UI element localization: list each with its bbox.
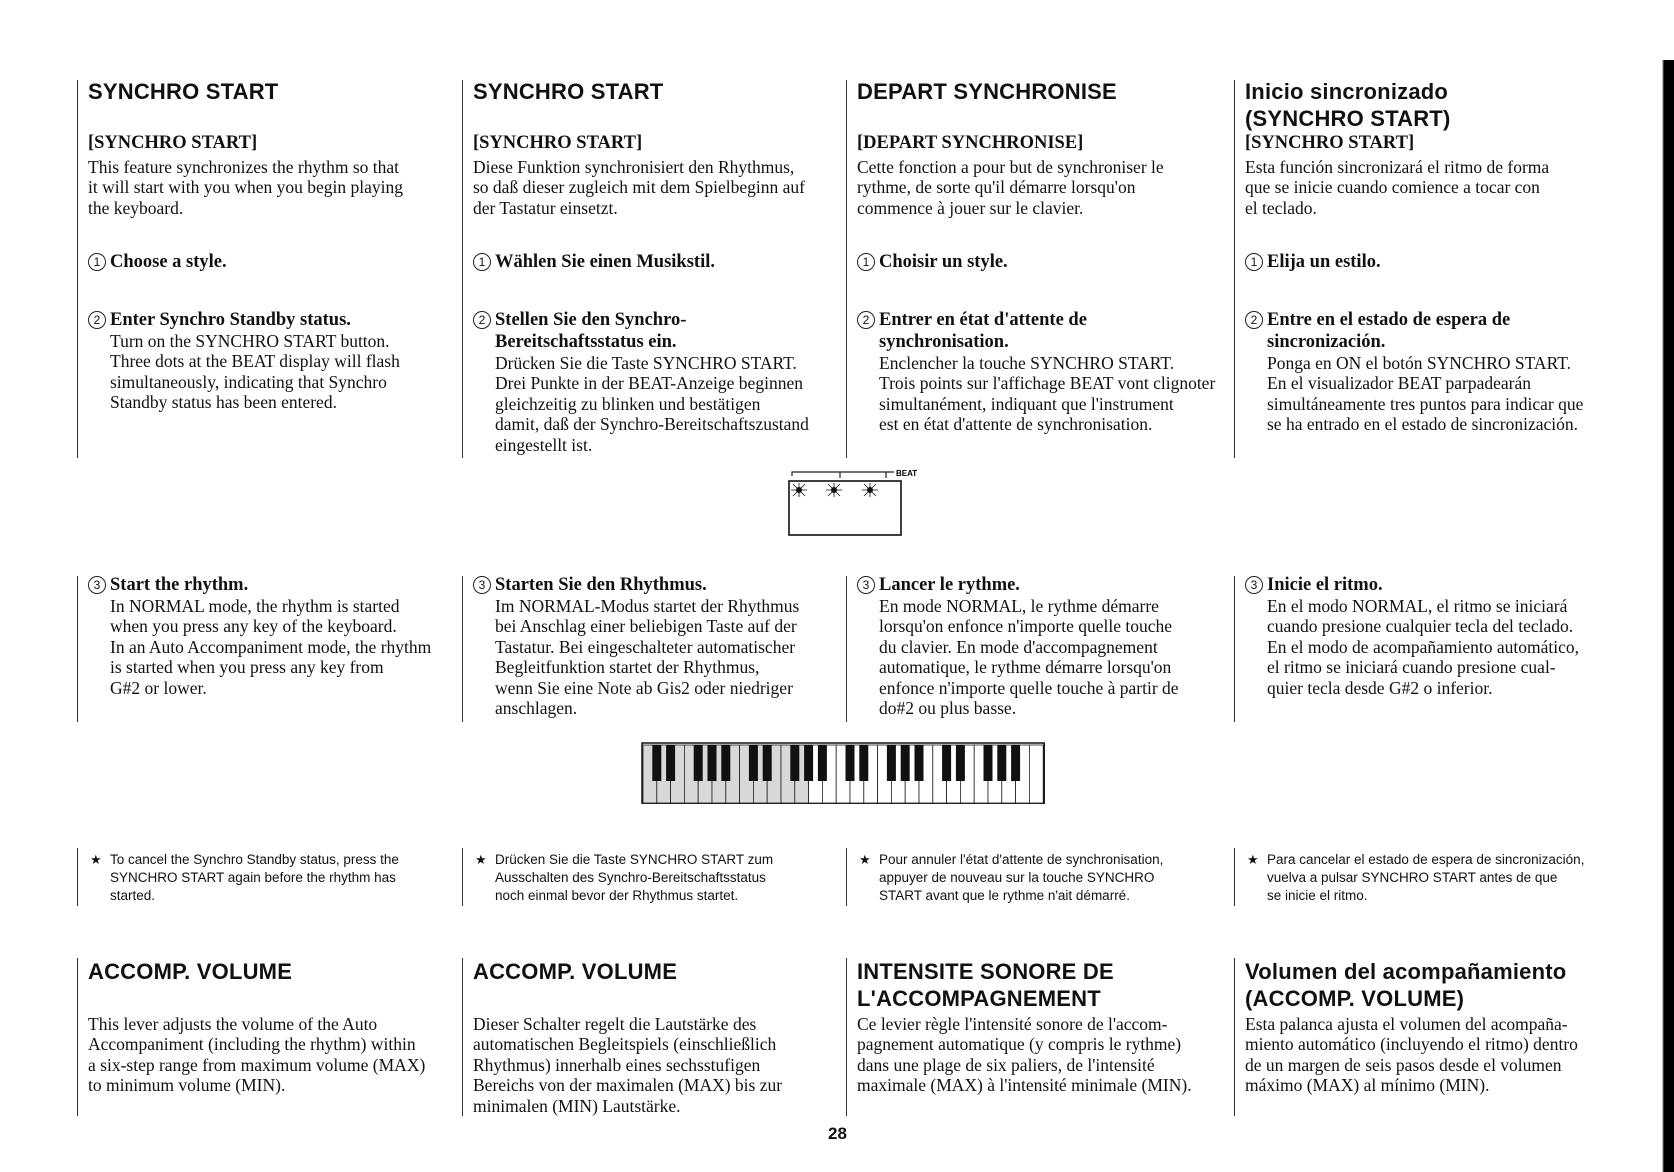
language-column bbox=[77, 0, 462, 1172]
black-key bbox=[901, 745, 910, 781]
step-title: Enter Synchro Standby status. bbox=[110, 310, 351, 330]
step-3 bbox=[1245, 574, 1625, 698]
step-body: Drücken Sie die Taste SYNCHRO START. Drei Punkte in der BEAT-Anzeige beginnen gleichzeitig zu blinken und bestätigen damit, daß der Synchro-Bereitschaftszustand eingestellt ist. bbox=[495, 353, 809, 455]
flashing-dot-icon bbox=[862, 483, 878, 497]
step-title: Inicie el ritmo. bbox=[1267, 575, 1383, 595]
black-key bbox=[749, 745, 758, 781]
language-column bbox=[1234, 0, 1619, 1172]
language-column bbox=[462, 0, 847, 1172]
black-key bbox=[721, 745, 730, 781]
step-body: Ponga en ON el botón SYNCHRO START. En el visualizador BEAT parpadearán simultáneamente tres puntos para indicar que se ha entrado en el estado de sincronización. bbox=[1267, 353, 1584, 435]
accomp-volume-title: Volumen del acompañamiento (ACCOMP. VOLUME) bbox=[1245, 959, 1567, 1011]
scan-edge-gap bbox=[1654, 0, 1674, 60]
column-rule bbox=[77, 848, 78, 906]
step-1 bbox=[1245, 251, 1625, 273]
step-body: En mode NORMAL, le rythme démarre lorsqu'on enfonce n'importe quelle touche du clavier. En mode d'accompagnement automatique, le rythme démarre lorsqu'on enfonce n'importe quelle touche à partir de do#2 ou plus basse. bbox=[879, 596, 1179, 719]
black-key bbox=[956, 745, 965, 781]
black-key bbox=[694, 745, 703, 781]
column-rule bbox=[846, 848, 847, 906]
circled-number-icon: 3 bbox=[857, 576, 875, 594]
step-1 bbox=[857, 251, 1237, 273]
footnote-text: To cancel the Synchro Standby status, press the SYNCHRO START again before the rhythm has started. bbox=[110, 852, 399, 903]
page-number: 28 bbox=[828, 1124, 847, 1143]
black-key bbox=[942, 745, 951, 781]
step-body: Turn on the SYNCHRO START button. Three dots at the BEAT display will flash simultaneously, indicating that Synchro Standby status has been entered. bbox=[110, 331, 400, 413]
column-rule bbox=[1234, 958, 1235, 1116]
column-rule bbox=[846, 80, 847, 458]
footnote-text: Drücken Sie die Taste SYNCHRO START zum Ausschalten des Synchro-Bereitschaftsstatus noch einmal bevor der Rhythmus startet. bbox=[495, 852, 774, 903]
footnote bbox=[1245, 851, 1625, 905]
step-3 bbox=[857, 574, 1237, 718]
section-title: SYNCHRO START bbox=[88, 79, 279, 104]
step-title: Lancer le rythme. bbox=[879, 575, 1020, 595]
column-rule bbox=[462, 80, 463, 458]
black-key bbox=[859, 745, 868, 781]
black-key bbox=[652, 745, 661, 781]
accomp-volume-title: INTENSITE SONORE DE L'ACCOMPAGNEMENT bbox=[857, 959, 1114, 1011]
black-key bbox=[1011, 745, 1020, 781]
section-subtitle: [SYNCHRO START] bbox=[88, 133, 258, 153]
scan-edge bbox=[1654, 0, 1674, 1172]
step-2 bbox=[1245, 309, 1625, 435]
section-title: Inicio sincronizado (SYNCHRO START) bbox=[1245, 79, 1451, 131]
intro-text: Esta función sincronizará el ritmo de forma que se inicie cuando comience a tocar con el teclado. bbox=[1245, 157, 1550, 218]
black-key bbox=[846, 745, 855, 781]
step-body: Im NORMAL-Modus startet der Rhythmus bei Anschlag einer beliebigen Taste auf der Tastatur. Bei eingeschalteter automatischer Begleitfunktion startet der Rhythmus, wenn Sie eine Note ab Gis2 oder niedriger anschlagen. bbox=[495, 596, 800, 719]
step-body: Enclencher la touche SYNCHRO START. Trois points sur l'affichage BEAT vont clignoter simultanément, indiquant que l'instrument est en état d'attente de synchronisation. bbox=[879, 353, 1216, 435]
white-key bbox=[1029, 745, 1043, 803]
column-rule bbox=[846, 576, 847, 722]
circled-number-icon: 1 bbox=[1245, 253, 1263, 271]
star-icon: ★ bbox=[475, 852, 487, 867]
step-3 bbox=[88, 574, 468, 698]
column-rule bbox=[1234, 80, 1235, 458]
step-1 bbox=[473, 251, 853, 273]
circled-number-icon: 2 bbox=[857, 311, 875, 329]
black-key bbox=[790, 745, 799, 781]
step-body: In NORMAL mode, the rhythm is started when you press any key of the keyboard. In an Auto Accompaniment mode, the rhythm is started when you press any key from G#2 or lower. bbox=[110, 596, 432, 698]
black-key bbox=[818, 745, 827, 781]
step-1 bbox=[88, 251, 468, 273]
section-title: DEPART SYNCHRONISE bbox=[857, 79, 1117, 104]
intro-text: This feature synchronizes the rhythm so that it will start with you when you begin playing the keyboard. bbox=[88, 157, 403, 218]
accomp-volume-text: Ce levier règle l'intensité sonore de l'accom- pagnement automatique (y compris le rythme) dans une plage de six paliers, de l'intensité maximale (MAX) à l'intensité minimale (MIN). bbox=[857, 1014, 1192, 1096]
black-key bbox=[666, 745, 675, 781]
section-subtitle: [SYNCHRO START] bbox=[473, 133, 643, 153]
accomp-volume-text: Dieser Schalter regelt die Lautstärke des automatischen Begleitspiels (einschließlich Rhythmus) innerhalb eines sechsstufigen Bereichs von der maximalen (MAX) bis zur minimalen (MIN) Lautstärke. bbox=[473, 1014, 783, 1116]
accomp-volume-text: Esta palanca ajusta el volumen del acompaña- miento automático (incluyendo el ritmo) dentro de un margen de seis pasos desde el volumen máximo (MAX) al mínimo (MIN). bbox=[1245, 1014, 1578, 1096]
column-rule bbox=[1234, 576, 1235, 722]
step-title: Choisir un style. bbox=[879, 252, 1008, 272]
step-title: Wählen Sie einen Musikstil. bbox=[495, 252, 715, 272]
beat-display-diagram bbox=[786, 462, 926, 542]
flashing-dot-icon bbox=[826, 483, 842, 497]
black-key bbox=[984, 745, 993, 781]
footnote bbox=[857, 851, 1237, 905]
accomp-volume-text: This lever adjusts the volume of the Auto Accompaniment (including the rhythm) within a six-step range from maximum volume (MAX) to minimum volume (MIN). bbox=[88, 1014, 426, 1096]
star-icon: ★ bbox=[90, 852, 102, 867]
column-rule bbox=[77, 958, 78, 1116]
black-key bbox=[708, 745, 717, 781]
circled-number-icon: 3 bbox=[88, 576, 106, 594]
beat-label: BEAT bbox=[896, 469, 918, 478]
footnote-text: Pour annuler l'état d'attente de synchronisation, appuyer de nouveau sur la touche SYNCHRO START avant que le rythme n'ait démarré. bbox=[879, 852, 1164, 903]
step-body: En el modo NORMAL, el ritmo se iniciará cuando presione cualquier tecla del teclado. En el modo de acompañamiento automático, el ritmo se iniciará cuando presione cual- quier tecla desde G#2 o inferior. bbox=[1267, 596, 1579, 698]
footnote bbox=[473, 851, 853, 905]
circled-number-icon: 2 bbox=[88, 311, 106, 329]
step-title: Start the rhythm. bbox=[110, 575, 249, 595]
step-2 bbox=[473, 309, 853, 455]
column-rule bbox=[846, 958, 847, 1116]
language-column bbox=[846, 0, 1231, 1172]
step-title: Entrer en état d'attente de synchronisation. bbox=[879, 310, 1087, 352]
flashing-dot-icon bbox=[791, 483, 807, 497]
circled-number-icon: 1 bbox=[857, 253, 875, 271]
column-rule bbox=[77, 576, 78, 722]
step-2 bbox=[88, 309, 468, 413]
footnote-text: Para cancelar el estado de espera de sincronización, vuelva a pulsar SYNCHRO START antes de que se inicie el ritmo. bbox=[1267, 852, 1585, 903]
circled-number-icon: 2 bbox=[1245, 311, 1263, 329]
column-rule bbox=[462, 958, 463, 1116]
intro-text: Cette fonction a pour but de synchroniser le rythme, de sorte qu'il démarre lorsqu'on commence à jouer sur le clavier. bbox=[857, 157, 1164, 218]
circled-number-icon: 3 bbox=[473, 576, 491, 594]
black-key bbox=[915, 745, 924, 781]
circled-number-icon: 1 bbox=[88, 253, 106, 271]
accomp-volume-title: ACCOMP. VOLUME bbox=[473, 959, 678, 984]
step-title: Choose a style. bbox=[110, 252, 227, 272]
black-key bbox=[763, 745, 772, 781]
step-title: Entre en el estado de espera de sincronización. bbox=[1267, 310, 1511, 352]
section-subtitle: [SYNCHRO START] bbox=[1245, 133, 1415, 153]
section-title: SYNCHRO START bbox=[473, 79, 664, 104]
star-icon: ★ bbox=[859, 852, 871, 867]
column-rule bbox=[1234, 848, 1235, 906]
column-rule bbox=[462, 576, 463, 722]
column-rule bbox=[77, 80, 78, 458]
black-key bbox=[887, 745, 896, 781]
keyboard-diagram bbox=[641, 742, 1045, 804]
accomp-volume-title: ACCOMP. VOLUME bbox=[88, 959, 293, 984]
star-icon: ★ bbox=[1247, 852, 1259, 867]
step-title: Starten Sie den Rhythmus. bbox=[495, 575, 707, 595]
step-title: Elija un estilo. bbox=[1267, 252, 1381, 272]
black-key bbox=[997, 745, 1006, 781]
step-title: Stellen Sie den Synchro- Bereitschaftsstatus ein. bbox=[495, 310, 687, 352]
intro-text: Diese Funktion synchronisiert den Rhythmus, so daß dieser zugleich mit dem Spielbeginn auf der Tastatur einsetzt. bbox=[473, 157, 805, 218]
circled-number-icon: 3 bbox=[1245, 576, 1263, 594]
circled-number-icon: 2 bbox=[473, 311, 491, 329]
column-rule bbox=[462, 848, 463, 906]
step-3 bbox=[473, 574, 853, 718]
footnote bbox=[88, 851, 468, 905]
black-key bbox=[804, 745, 813, 781]
circled-number-icon: 1 bbox=[473, 253, 491, 271]
section-subtitle: [DEPART SYNCHRONISE] bbox=[857, 133, 1084, 153]
step-2 bbox=[857, 309, 1237, 435]
